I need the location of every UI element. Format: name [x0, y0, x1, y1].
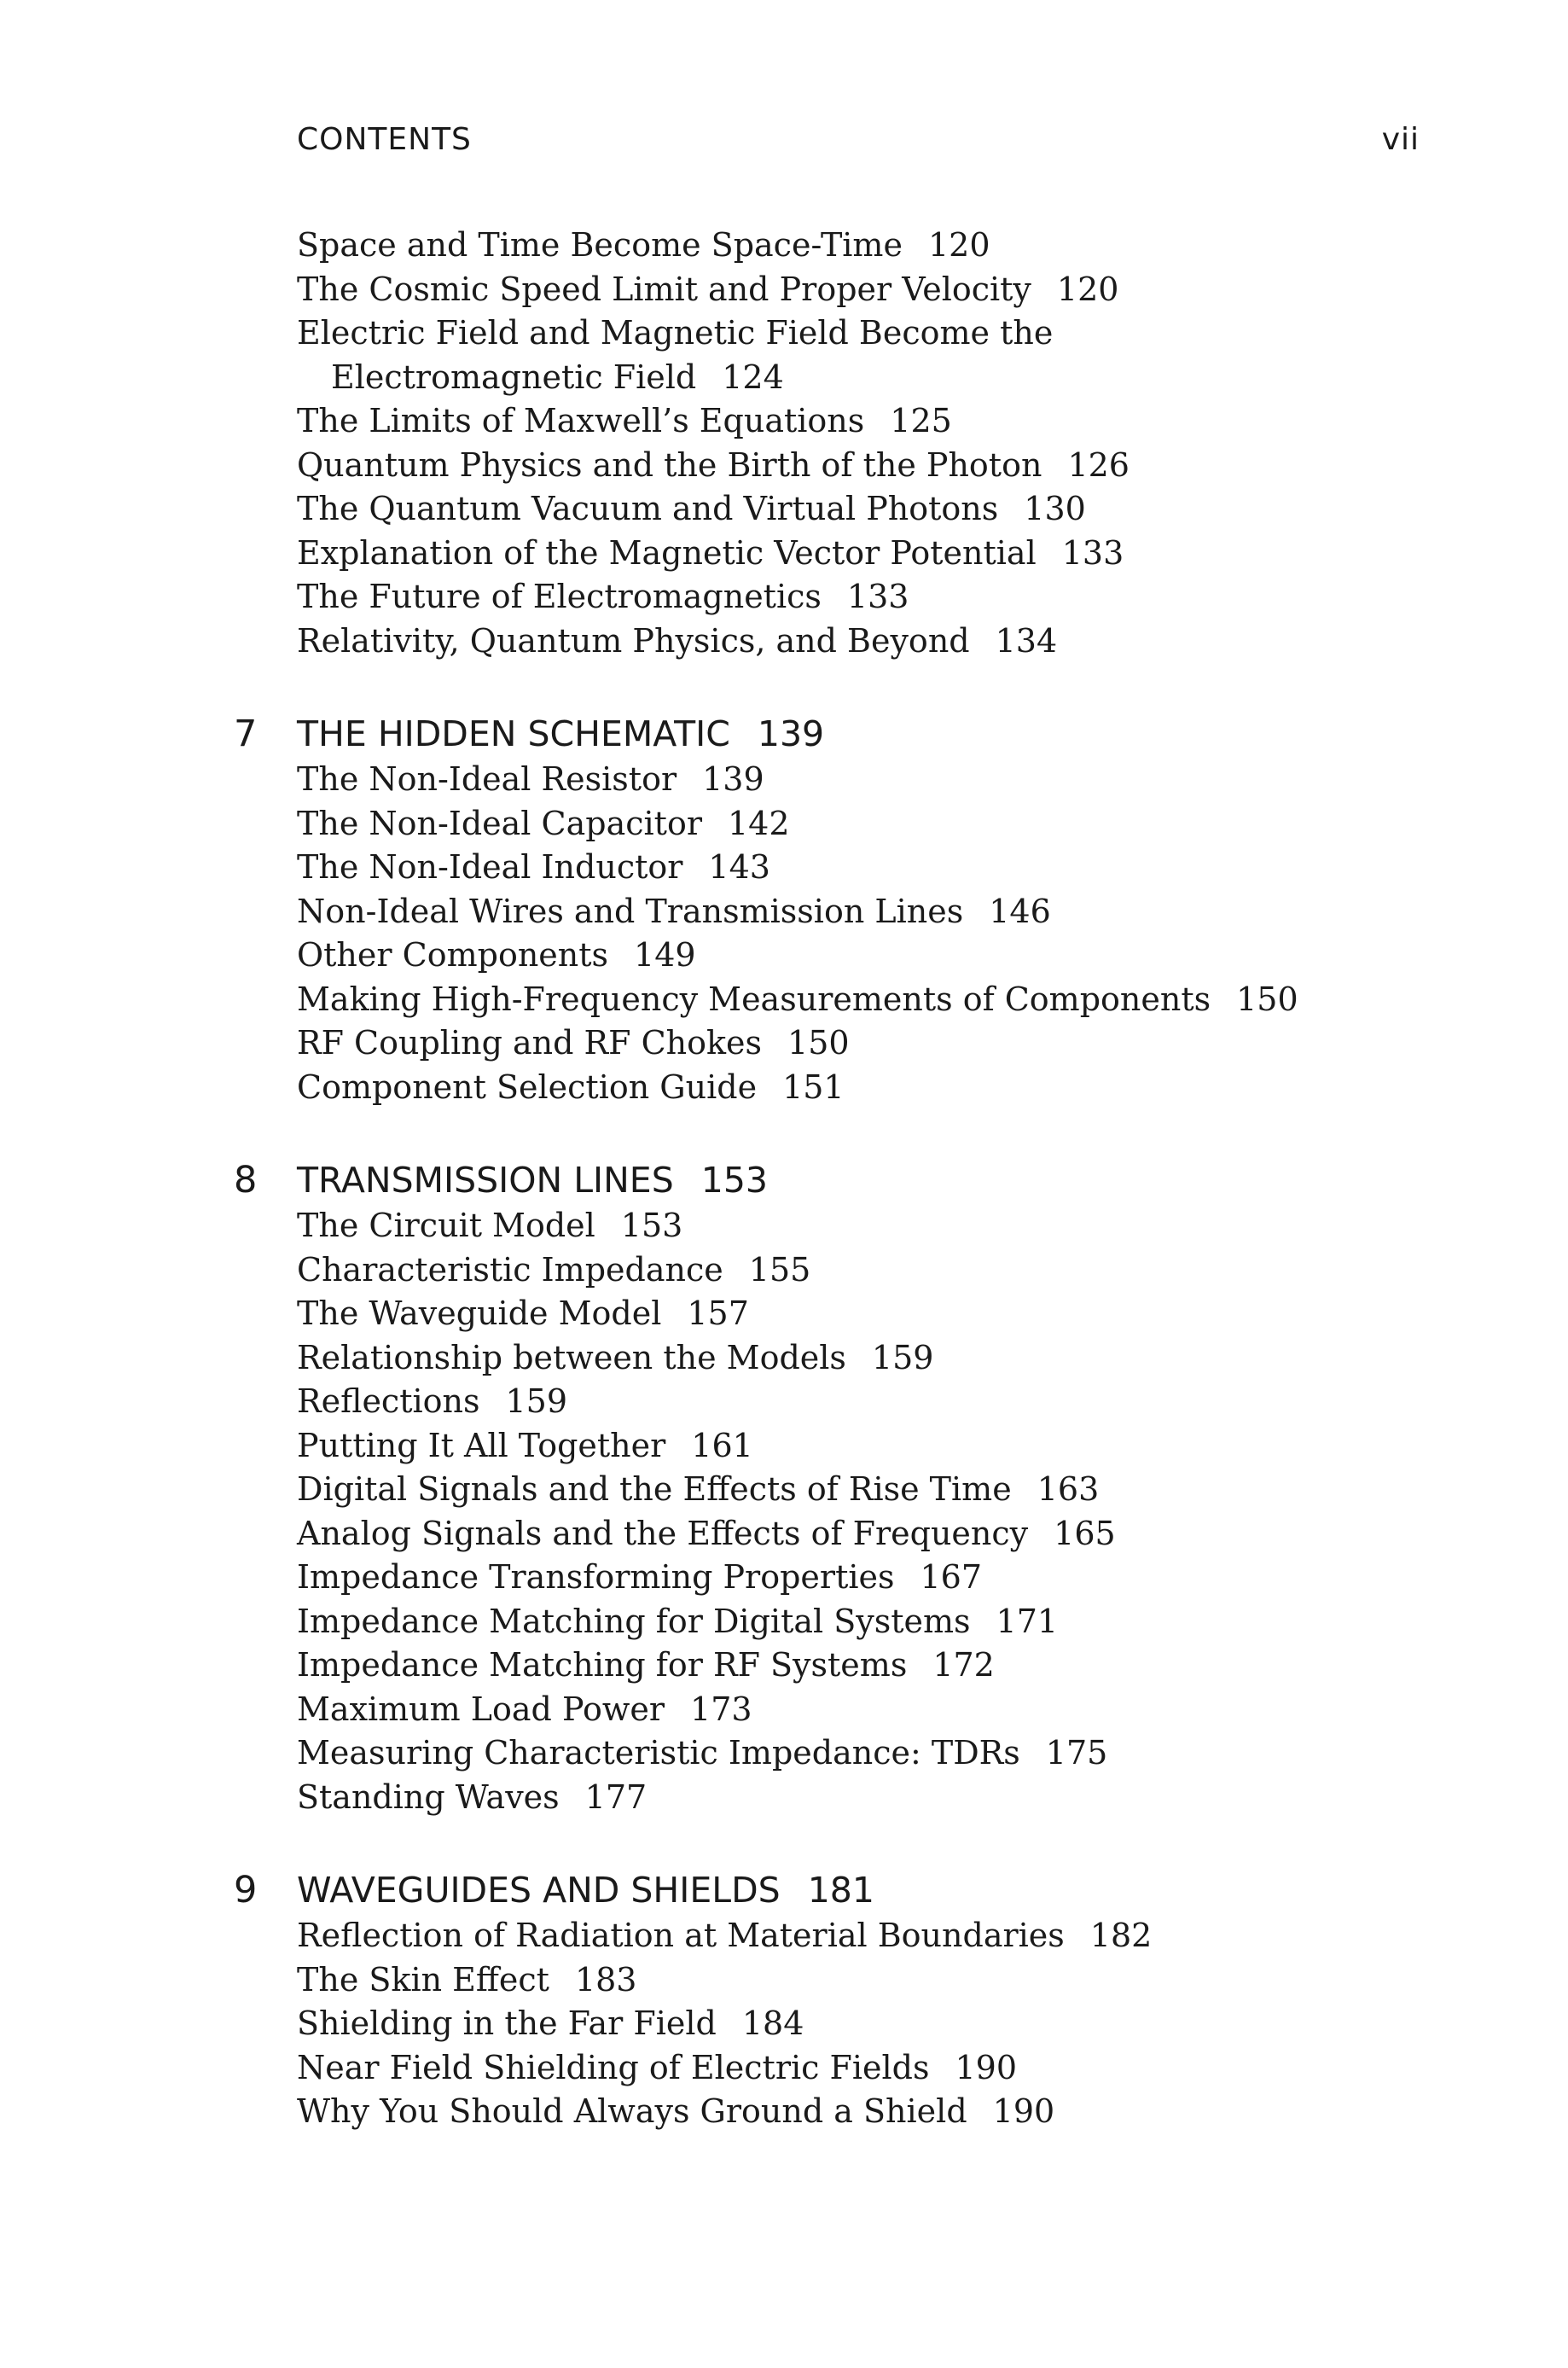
toc-entry[interactable] [297, 311, 1508, 399]
toc-entry[interactable] [297, 1424, 1508, 1469]
toc-entry-title: The Limits of Maxwell’s Equations [297, 402, 865, 439]
toc-entry-title: Impedance Transforming Properties [297, 1558, 895, 1596]
toc-entry[interactable] [297, 487, 1508, 532]
toc-entry[interactable] [297, 758, 1508, 802]
toc-entry-title: Electric Field and Magnetic Field Become the [297, 314, 1054, 352]
toc-entry[interactable] [297, 268, 1508, 312]
toc-entry-title: The Circuit Model [297, 1207, 595, 1244]
toc-entry[interactable] [297, 575, 1508, 620]
toc-entry-title-continued [297, 356, 1508, 400]
toc-entry-page: 155 [748, 1250, 811, 1289]
toc-entry-page: 146 [989, 892, 1051, 930]
running-head-title: CONTENTS [297, 122, 472, 157]
toc-entry-page: 190 [992, 2092, 1055, 2130]
toc-entry-page: 153 [620, 1207, 683, 1244]
toc-entry-page: 172 [932, 1646, 995, 1684]
toc-entry-title: The Cosmic Speed Limit and Proper Velocity [297, 270, 1031, 308]
toc-entry[interactable] [297, 1512, 1508, 1556]
toc-entry[interactable] [297, 1600, 1508, 1644]
chapter-number: 8 [234, 1159, 258, 1201]
chapter-number: 9 [234, 1869, 258, 1911]
toc-entry-page: 142 [728, 804, 790, 842]
toc-entry[interactable] [297, 444, 1508, 488]
toc-entry-title: The Waveguide Model [297, 1295, 662, 1332]
toc-entry-page: 151 [782, 1068, 845, 1106]
toc-entry[interactable] [297, 1066, 1508, 1110]
toc-entry-title: Putting It All Together [297, 1426, 666, 1464]
toc-entry-page: 163 [1037, 1470, 1100, 1508]
toc-entry-page: 183 [574, 1960, 637, 1999]
toc-entry-page: 177 [584, 1777, 648, 1816]
toc-entry[interactable] [297, 802, 1508, 847]
table-of-contents [234, 224, 1508, 2134]
toc-entry-title: Characteristic Impedance [297, 1250, 723, 1289]
toc-entry-page: 133 [846, 578, 909, 615]
toc-entry-page: 134 [995, 621, 1058, 660]
toc-entry-page: 149 [634, 936, 696, 974]
toc-entry[interactable] [297, 1731, 1508, 1776]
toc-entry[interactable] [297, 2002, 1508, 2046]
chapter-9-section [234, 1866, 1508, 2134]
toc-entry-page: 130 [1024, 490, 1086, 527]
toc-entry-title: Other Components [297, 936, 609, 974]
toc-entry-page: 165 [1054, 1514, 1116, 1552]
toc-entry-page: 143 [708, 848, 770, 886]
toc-entry-title: Why You Should Always Ground a Shield [297, 2092, 967, 2130]
toc-entry-page: 120 [1056, 270, 1119, 308]
toc-entry[interactable] [297, 1556, 1508, 1600]
toc-entry-title: RF Coupling and RF Chokes [297, 1024, 763, 1062]
toc-entry-page: 190 [955, 2048, 1018, 2086]
toc-entry-title: Relativity, Quantum Physics, and Beyond [297, 621, 970, 660]
toc-entry-page: 125 [890, 402, 952, 439]
toc-entry-page: 184 [741, 2004, 804, 2042]
toc-entry-title: Analog Signals and the Effects of Frequency [297, 1514, 1029, 1552]
toc-entry-title: Impedance Matching for Digital Systems [297, 1602, 971, 1640]
toc-entry-page: 150 [1236, 980, 1298, 1018]
chapter-page: 181 [807, 1870, 874, 1911]
toc-entry[interactable] [297, 934, 1508, 978]
toc-entry[interactable] [297, 1958, 1508, 2003]
toc-entry-page: 182 [1089, 1917, 1153, 1954]
toc-entry-page: 173 [690, 1690, 752, 1728]
toc-entry[interactable] [297, 846, 1508, 890]
chapter-number: 7 [234, 713, 258, 755]
toc-entry[interactable] [297, 1688, 1508, 1732]
toc-entry-page: 124 [722, 358, 784, 396]
chapter-heading[interactable] [234, 1866, 1508, 1914]
toc-entry-title: Explanation of the Magnetic Vector Potential [297, 533, 1037, 572]
chapter-heading[interactable] [234, 710, 1508, 758]
toc-entry-page: 133 [1061, 533, 1124, 572]
toc-entry-page: 139 [702, 760, 764, 798]
toc-entry-title: Quantum Physics and the Birth of the Photon [297, 445, 1042, 484]
chapter-title: WAVEGUIDES AND SHIELDS [297, 1870, 781, 1911]
toc-entry-title: The Future of Electromagnetics [297, 578, 822, 615]
toc-entry-title: Non-Ideal Wires and Transmission Lines [297, 892, 964, 930]
toc-entry-title: Shielding in the Far Field [297, 2004, 717, 2042]
toc-entry-title: Reflection of Radiation at Material Boundaries [297, 1917, 1065, 1954]
toc-entry-page: 150 [787, 1024, 850, 1062]
toc-entry-title: Impedance Matching for RF Systems [297, 1646, 908, 1684]
toc-entry[interactable] [297, 1776, 1508, 1820]
toc-entry-page: 120 [927, 226, 990, 264]
toc-entry-title: Component Selection Guide [297, 1068, 758, 1106]
toc-entry-title: Reflections [297, 1382, 480, 1420]
toc-entry-page: 167 [920, 1558, 983, 1596]
toc-entry-title: Space and Time Become Space-Time [297, 226, 903, 264]
continued-section [297, 224, 1508, 663]
toc-entry-title: The Non-Ideal Resistor [297, 760, 677, 798]
toc-entry[interactable] [297, 2090, 1508, 2134]
toc-entry[interactable] [297, 1380, 1508, 1424]
toc-entry-page: 126 [1067, 445, 1130, 484]
chapter-title: THE HIDDEN SCHEMATIC [297, 713, 730, 754]
toc-entry-title: Near Field Shielding of Electric Fields [297, 2048, 930, 2086]
chapter-8-section [234, 1156, 1508, 1819]
toc-entry-title-cont-text: Electromagnetic Field [331, 358, 697, 396]
toc-entry[interactable] [297, 1914, 1508, 1958]
toc-entry[interactable] [297, 1204, 1508, 1248]
toc-entry[interactable] [297, 1021, 1508, 1066]
toc-entry[interactable] [297, 1336, 1508, 1381]
toc-entry-title: The Quantum Vacuum and Virtual Photons [297, 490, 999, 527]
chapter-page: 139 [757, 713, 825, 754]
toc-entry-page: 171 [996, 1602, 1059, 1640]
chapter-heading[interactable] [234, 1156, 1508, 1204]
toc-entry-title: The Non-Ideal Capacitor [297, 804, 702, 842]
page-number: vii [1381, 122, 1420, 157]
toc-entry-page: 157 [687, 1295, 749, 1332]
chapter-page: 153 [700, 1160, 768, 1201]
toc-entry[interactable] [297, 1468, 1508, 1512]
toc-entry[interactable] [297, 978, 1508, 1022]
chapter-7-section [234, 710, 1508, 1109]
toc-entry[interactable] [297, 1644, 1508, 1688]
toc-entry-title: Measuring Characteristic Impedance: TDRs [297, 1734, 1020, 1772]
toc-entry[interactable] [297, 620, 1508, 664]
toc-entry[interactable] [297, 890, 1508, 934]
toc-entry-title: Maximum Load Power [297, 1690, 665, 1728]
toc-entry-page: 159 [871, 1338, 934, 1376]
toc-entry-title: Standing Waves [297, 1777, 560, 1816]
toc-entry-page: 159 [505, 1382, 568, 1420]
toc-entry[interactable] [297, 532, 1508, 576]
toc-entry[interactable] [297, 1248, 1508, 1293]
toc-entry-title: Relationship between the Models [297, 1338, 846, 1376]
toc-entry[interactable] [297, 1292, 1508, 1336]
toc-entry-title: The Skin Effect [297, 1960, 549, 1999]
toc-entry-page: 175 [1045, 1734, 1108, 1772]
toc-entry[interactable] [297, 399, 1508, 444]
toc-entry-title: The Non-Ideal Inductor [297, 848, 683, 886]
toc-entry-title: Digital Signals and the Effects of Rise Time [297, 1470, 1012, 1508]
toc-entry-title: Making High-Frequency Measurements of Components [297, 980, 1211, 1018]
toc-entry[interactable] [297, 224, 1508, 268]
running-head [297, 118, 1420, 162]
toc-entry[interactable] [297, 2046, 1508, 2091]
chapter-title: TRANSMISSION LINES [297, 1160, 674, 1201]
toc-entry-page: 161 [691, 1426, 753, 1464]
